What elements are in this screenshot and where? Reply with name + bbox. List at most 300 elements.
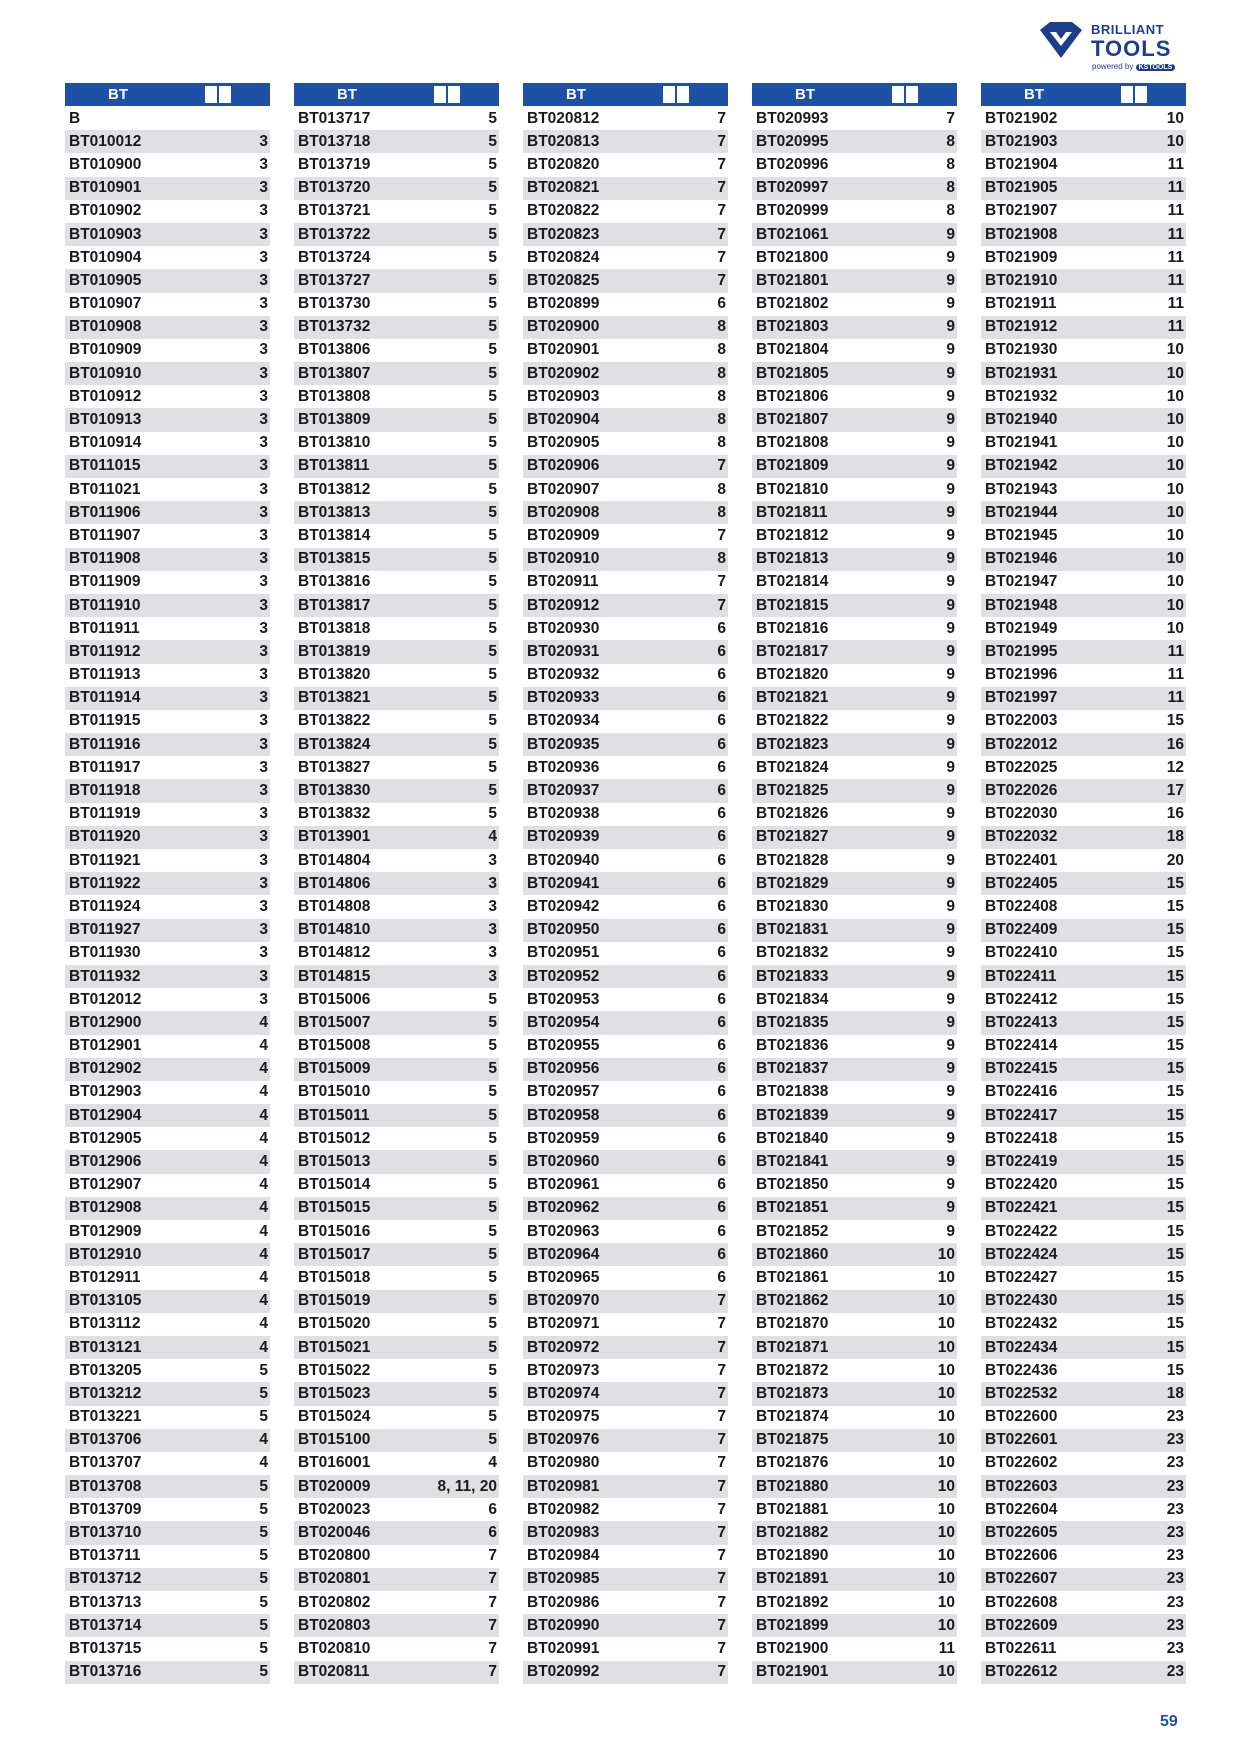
- article-number: BT010909: [69, 341, 142, 359]
- page-reference: 7: [717, 457, 726, 475]
- page-reference: 3: [259, 874, 268, 892]
- page-reference: 6: [717, 758, 726, 776]
- article-number: BT021829: [756, 874, 829, 892]
- article-number: BT021800: [756, 248, 829, 266]
- page-reference: 3: [259, 735, 268, 753]
- article-number: BT020934: [527, 712, 600, 730]
- table-row: [752, 432, 957, 455]
- article-number: BT021826: [756, 805, 829, 823]
- page-reference: 18: [1166, 1384, 1184, 1402]
- page-reference: 9: [946, 573, 955, 591]
- table-row: [65, 107, 270, 130]
- page-reference: 5: [488, 1176, 497, 1194]
- table-row: [65, 177, 270, 200]
- table-row: [65, 1545, 270, 1568]
- page-reference: 9: [946, 596, 955, 614]
- page-reference: 9: [946, 387, 955, 405]
- table-row: [523, 269, 728, 292]
- article-number: BT013722: [298, 225, 371, 243]
- article-number: BT013821: [298, 689, 371, 707]
- table-row: [752, 269, 957, 292]
- page-reference: 6: [717, 897, 726, 915]
- article-number: BT010907: [69, 295, 142, 313]
- column-header-label: BT: [337, 86, 357, 103]
- article-number: BT021882: [756, 1524, 829, 1542]
- article-number: BT021061: [756, 225, 829, 243]
- article-number: BT020812: [527, 109, 600, 127]
- page-reference: 7: [717, 1570, 726, 1588]
- article-number: BT020995: [756, 132, 829, 150]
- page-reference: 20: [1166, 851, 1184, 869]
- table-row: [65, 1382, 270, 1405]
- table-row: [65, 432, 270, 455]
- article-number: BT020811: [298, 1663, 370, 1681]
- page-reference: 8: [946, 132, 955, 150]
- table-row: [294, 895, 499, 918]
- article-number: BT012906: [69, 1153, 142, 1171]
- table-row: [65, 385, 270, 408]
- page-reference: 5: [488, 1129, 497, 1147]
- page-reference: 15: [1166, 967, 1184, 985]
- table-row: [65, 1127, 270, 1150]
- page-reference: 7: [717, 1454, 726, 1472]
- page-reference: 8: [717, 434, 726, 452]
- page-reference: 5: [488, 132, 497, 150]
- page-reference: 9: [946, 480, 955, 498]
- table-row: [752, 1614, 957, 1637]
- page-reference: 5: [488, 1292, 497, 1310]
- article-number: BT020999: [756, 202, 829, 220]
- page-reference: 6: [488, 1524, 497, 1542]
- page-reference: 6: [717, 1222, 726, 1240]
- article-number: BT022430: [985, 1292, 1058, 1310]
- article-number: BT012901: [69, 1037, 142, 1055]
- column-header: [65, 83, 270, 106]
- page-reference: 7: [717, 1524, 726, 1542]
- table-row: [981, 153, 1186, 176]
- article-number: BT022609: [985, 1616, 1058, 1634]
- article-number: BT020800: [298, 1547, 371, 1565]
- table-row: [294, 548, 499, 571]
- table-row: [523, 1220, 728, 1243]
- page-reference: 3: [259, 805, 268, 823]
- article-number: BT020990: [527, 1616, 600, 1634]
- article-number: BT021803: [756, 318, 829, 336]
- table-row: [65, 640, 270, 663]
- article-number: BT013815: [298, 550, 371, 568]
- table-row: [981, 293, 1186, 316]
- table-row: [523, 664, 728, 687]
- page-reference: 8: [946, 155, 955, 173]
- article-number: BT021903: [985, 132, 1058, 150]
- page-reference: 3: [259, 271, 268, 289]
- page-reference: 9: [946, 921, 955, 939]
- page-reference: 9: [946, 550, 955, 568]
- page-reference: 9: [946, 1176, 955, 1194]
- article-number: BT022601: [985, 1431, 1058, 1449]
- article-number: BT021943: [985, 480, 1058, 498]
- article-number: BT013112: [69, 1315, 141, 1333]
- column-header: [981, 83, 1186, 106]
- table-row: [294, 1174, 499, 1197]
- article-number: BT020972: [527, 1338, 600, 1356]
- article-number: BT022411: [985, 967, 1057, 985]
- page-reference: 4: [259, 1037, 268, 1055]
- article-number: BT012900: [69, 1013, 142, 1031]
- page-reference: 5: [259, 1547, 268, 1565]
- logo-line2: TOOLS: [1091, 36, 1172, 61]
- article-number: BT012904: [69, 1106, 142, 1124]
- article-number: BT021910: [985, 271, 1058, 289]
- article-number: BT013706: [69, 1431, 142, 1449]
- article-number: BT012909: [69, 1222, 142, 1240]
- article-number: BT015021: [298, 1338, 371, 1356]
- article-number: BT015023: [298, 1384, 371, 1402]
- page-reference: 3: [259, 666, 268, 684]
- article-number: BT021902: [985, 109, 1058, 127]
- article-number: BT013724: [298, 248, 371, 266]
- page-reference: 10: [937, 1500, 955, 1518]
- article-number: BT021825: [756, 782, 829, 800]
- page-reference: 23: [1166, 1663, 1184, 1681]
- table-row: [294, 965, 499, 988]
- table-row: [523, 223, 728, 246]
- table-row: [294, 687, 499, 710]
- article-number: BT013713: [69, 1593, 142, 1611]
- article-number: BT022413: [985, 1013, 1058, 1031]
- page-reference: 6: [717, 1176, 726, 1194]
- article-number: BT011920: [69, 828, 141, 846]
- article-number: BT013816: [298, 573, 371, 591]
- article-number: BT020955: [527, 1037, 600, 1055]
- article-number: BT021872: [756, 1361, 829, 1379]
- table-row: [294, 1429, 499, 1452]
- page-reference: 5: [259, 1663, 268, 1681]
- article-number: BT013121: [69, 1338, 142, 1356]
- article-number: BT021815: [756, 596, 829, 614]
- article-number: BT010903: [69, 225, 142, 243]
- page-reference: 8: [946, 202, 955, 220]
- page-reference: 5: [488, 225, 497, 243]
- page-reference: 11: [1167, 202, 1184, 220]
- table-row: [752, 293, 957, 316]
- page-reference: 11: [1167, 689, 1184, 707]
- table-row: [523, 640, 728, 663]
- article-number: BT021908: [985, 225, 1058, 243]
- page-reference: 3: [259, 341, 268, 359]
- page-reference: 9: [946, 526, 955, 544]
- page-reference: 5: [488, 202, 497, 220]
- table-row: [294, 919, 499, 942]
- table-row: [752, 756, 957, 779]
- page-reference: 3: [259, 921, 268, 939]
- table-row: [65, 1637, 270, 1660]
- article-number: BT013812: [298, 480, 371, 498]
- article-number: BT021852: [756, 1222, 829, 1240]
- table-row: [65, 455, 270, 478]
- page-reference: 9: [946, 248, 955, 266]
- article-number: BT012903: [69, 1083, 142, 1101]
- column-header-label: BT: [1024, 86, 1044, 103]
- table-row: [65, 153, 270, 176]
- table-row: [752, 1498, 957, 1521]
- table-row: [752, 1429, 957, 1452]
- article-number: BT012911: [69, 1268, 141, 1286]
- article-number: BT013813: [298, 503, 371, 521]
- article-number: BT022412: [985, 990, 1058, 1008]
- page-reference: 23: [1166, 1570, 1184, 1588]
- table-row: [523, 1104, 728, 1127]
- article-number: BT013732: [298, 318, 371, 336]
- article-number: BT020909: [527, 526, 600, 544]
- page-reference: 7: [717, 1547, 726, 1565]
- table-row: [981, 1127, 1186, 1150]
- page-reference: 6: [488, 1500, 497, 1518]
- logo-diamond-icon: [1036, 22, 1086, 62]
- article-number: BT021876: [756, 1454, 829, 1472]
- table-row: [752, 1359, 957, 1382]
- page-reference: 9: [946, 434, 955, 452]
- table-row: [294, 130, 499, 153]
- table-row: [294, 153, 499, 176]
- page-reference: 5: [488, 1361, 497, 1379]
- table-row: [294, 246, 499, 269]
- page-reference: 6: [717, 689, 726, 707]
- article-number: BT013820: [298, 666, 371, 684]
- page-reference: 10: [937, 1292, 955, 1310]
- page-reference: 6: [717, 851, 726, 869]
- article-number: BT021874: [756, 1408, 829, 1426]
- article-number: BT021940: [985, 411, 1058, 429]
- table-row: [523, 1568, 728, 1591]
- page-reference: 9: [946, 1222, 955, 1240]
- page-reference: 5: [259, 1593, 268, 1611]
- page-reference: 3: [259, 457, 268, 475]
- column-header-label: BT: [566, 86, 586, 103]
- table-row: [981, 919, 1186, 942]
- article-number: BT022419: [985, 1153, 1058, 1171]
- table-row: [523, 177, 728, 200]
- table-row: [752, 1406, 957, 1429]
- table-row: [65, 988, 270, 1011]
- table-row: [294, 826, 499, 849]
- table-row: [981, 1220, 1186, 1243]
- page-reference: 5: [488, 503, 497, 521]
- article-number: BT020802: [298, 1593, 371, 1611]
- page-reference: 7: [488, 1639, 497, 1657]
- book-icon: [663, 86, 689, 103]
- page-reference: 7: [946, 109, 955, 127]
- page-reference: 10: [937, 1338, 955, 1356]
- table-row: [752, 1127, 957, 1150]
- article-number: BT022607: [985, 1570, 1058, 1588]
- table-row: [752, 1336, 957, 1359]
- table-row: [523, 1127, 728, 1150]
- page-reference: 9: [946, 457, 955, 475]
- table-row: [294, 223, 499, 246]
- table-row: [65, 1568, 270, 1591]
- table-row: [752, 107, 957, 130]
- page-reference: 23: [1166, 1477, 1184, 1495]
- article-number: BT021805: [756, 364, 829, 382]
- table-row: [752, 1637, 957, 1660]
- page-reference: 10: [937, 1454, 955, 1472]
- article-number: BT020824: [527, 248, 600, 266]
- table-row: [65, 733, 270, 756]
- page-reference: 3: [259, 155, 268, 173]
- article-number: BT020803: [298, 1616, 371, 1634]
- table-row: [294, 478, 499, 501]
- table-row: [294, 849, 499, 872]
- page-reference: 3: [259, 202, 268, 220]
- table-row: [294, 640, 499, 663]
- page-reference: 10: [937, 1245, 955, 1263]
- column-header: [294, 83, 499, 106]
- table-row: [981, 1035, 1186, 1058]
- page-reference: 7: [717, 1639, 726, 1657]
- article-number: BT020823: [527, 225, 600, 243]
- article-number: BT020996: [756, 155, 829, 173]
- table-row: [752, 339, 957, 362]
- table-row: [752, 501, 957, 524]
- table-row: [65, 1104, 270, 1127]
- page-reference: 9: [946, 619, 955, 637]
- table-row: [981, 1637, 1186, 1660]
- article-number: BT015016: [298, 1222, 371, 1240]
- page-reference: 6: [717, 1268, 726, 1286]
- article-number: BT014806: [298, 874, 371, 892]
- page-reference: 23: [1166, 1524, 1184, 1542]
- table-row: [65, 872, 270, 895]
- table-row: [981, 1452, 1186, 1475]
- page-reference: 7: [717, 248, 726, 266]
- logo-powered-text: powered by: [1092, 62, 1134, 71]
- page-reference: 6: [717, 295, 726, 313]
- article-number: BT020905: [527, 434, 600, 452]
- page-reference: 15: [1166, 1037, 1184, 1055]
- page-reference: 15: [1166, 1292, 1184, 1310]
- page-reference: 10: [937, 1268, 955, 1286]
- article-number: BT013718: [298, 132, 371, 150]
- table-row: [294, 594, 499, 617]
- article-number: BT013205: [69, 1361, 142, 1379]
- page-reference: 3: [259, 642, 268, 660]
- table-row: [523, 1150, 728, 1173]
- page-reference: 7: [717, 202, 726, 220]
- page-reference: 15: [1166, 1222, 1184, 1240]
- table-row: [523, 1452, 728, 1475]
- article-number: BT022612: [985, 1663, 1058, 1681]
- article-number: BT022025: [985, 758, 1058, 776]
- article-number: BT013711: [69, 1547, 141, 1565]
- page-reference: 10: [1166, 109, 1184, 127]
- article-number: BT020910: [527, 550, 600, 568]
- page-reference: 10: [937, 1570, 955, 1588]
- article-number: BT015019: [298, 1292, 371, 1310]
- article-number: BT020984: [527, 1547, 600, 1565]
- page-reference: 10: [1166, 411, 1184, 429]
- table-row: [523, 1011, 728, 1034]
- table-row: [523, 1614, 728, 1637]
- article-number: BT015020: [298, 1315, 371, 1333]
- page-reference: 4: [259, 1292, 268, 1310]
- table-row: [294, 1336, 499, 1359]
- article-number: BT022532: [985, 1384, 1058, 1402]
- article-number: BT021941: [985, 434, 1058, 452]
- page-reference: 9: [946, 874, 955, 892]
- table-row: [752, 988, 957, 1011]
- page-reference: 9: [946, 828, 955, 846]
- page-reference: 8: [717, 364, 726, 382]
- table-row: [523, 1336, 728, 1359]
- page-reference: 5: [488, 805, 497, 823]
- table-row: [294, 1521, 499, 1544]
- page-reference: 5: [488, 271, 497, 289]
- table-row: [294, 1406, 499, 1429]
- page-reference: 10: [1166, 132, 1184, 150]
- article-number: BT013809: [298, 411, 371, 429]
- article-number: BT020950: [527, 921, 600, 939]
- page-reference: 7: [717, 596, 726, 614]
- page-reference: 9: [946, 967, 955, 985]
- article-number: BT013810: [298, 434, 371, 452]
- page-reference: 5: [488, 1106, 497, 1124]
- article-number: BT014808: [298, 897, 371, 915]
- page-reference: 11: [1167, 179, 1184, 197]
- article-number: BT015008: [298, 1037, 371, 1055]
- page-reference: 10: [937, 1361, 955, 1379]
- article-number: BT021996: [985, 666, 1058, 684]
- table-row: [523, 687, 728, 710]
- article-number: BT020939: [527, 828, 600, 846]
- article-number: BT020912: [527, 596, 600, 614]
- article-number: BT020975: [527, 1408, 600, 1426]
- page-reference: 9: [946, 1083, 955, 1101]
- article-number: BT020901: [527, 341, 600, 359]
- table-row: [65, 1406, 270, 1429]
- table-row: [65, 895, 270, 918]
- page-reference: 3: [259, 318, 268, 336]
- table-row: [523, 1545, 728, 1568]
- page-reference: 5: [488, 1431, 497, 1449]
- table-row: [523, 153, 728, 176]
- page-reference: 11: [1167, 271, 1184, 289]
- article-number: BT011922: [69, 874, 141, 892]
- page-reference: 5: [488, 1060, 497, 1078]
- page-reference: 9: [946, 271, 955, 289]
- page-reference: 10: [937, 1547, 955, 1565]
- article-number: BT015013: [298, 1153, 371, 1171]
- page-reference: 5: [488, 573, 497, 591]
- table-row: [294, 942, 499, 965]
- table-row: [294, 733, 499, 756]
- article-number: BT011917: [69, 758, 141, 776]
- page-reference: 7: [488, 1663, 497, 1681]
- article-number: BT015024: [298, 1408, 371, 1426]
- page-reference: 7: [717, 573, 726, 591]
- page-reference: 6: [717, 1060, 726, 1078]
- article-number: BT020904: [527, 411, 600, 429]
- table-row: [752, 1035, 957, 1058]
- article-number: BT020974: [527, 1384, 600, 1402]
- page-reference: 4: [488, 828, 497, 846]
- table-row: [65, 1498, 270, 1521]
- table-row: [523, 455, 728, 478]
- article-number: BT013811: [298, 457, 370, 475]
- article-number: BT020986: [527, 1593, 600, 1611]
- article-number: BT021912: [985, 318, 1058, 336]
- page-reference: 4: [259, 1060, 268, 1078]
